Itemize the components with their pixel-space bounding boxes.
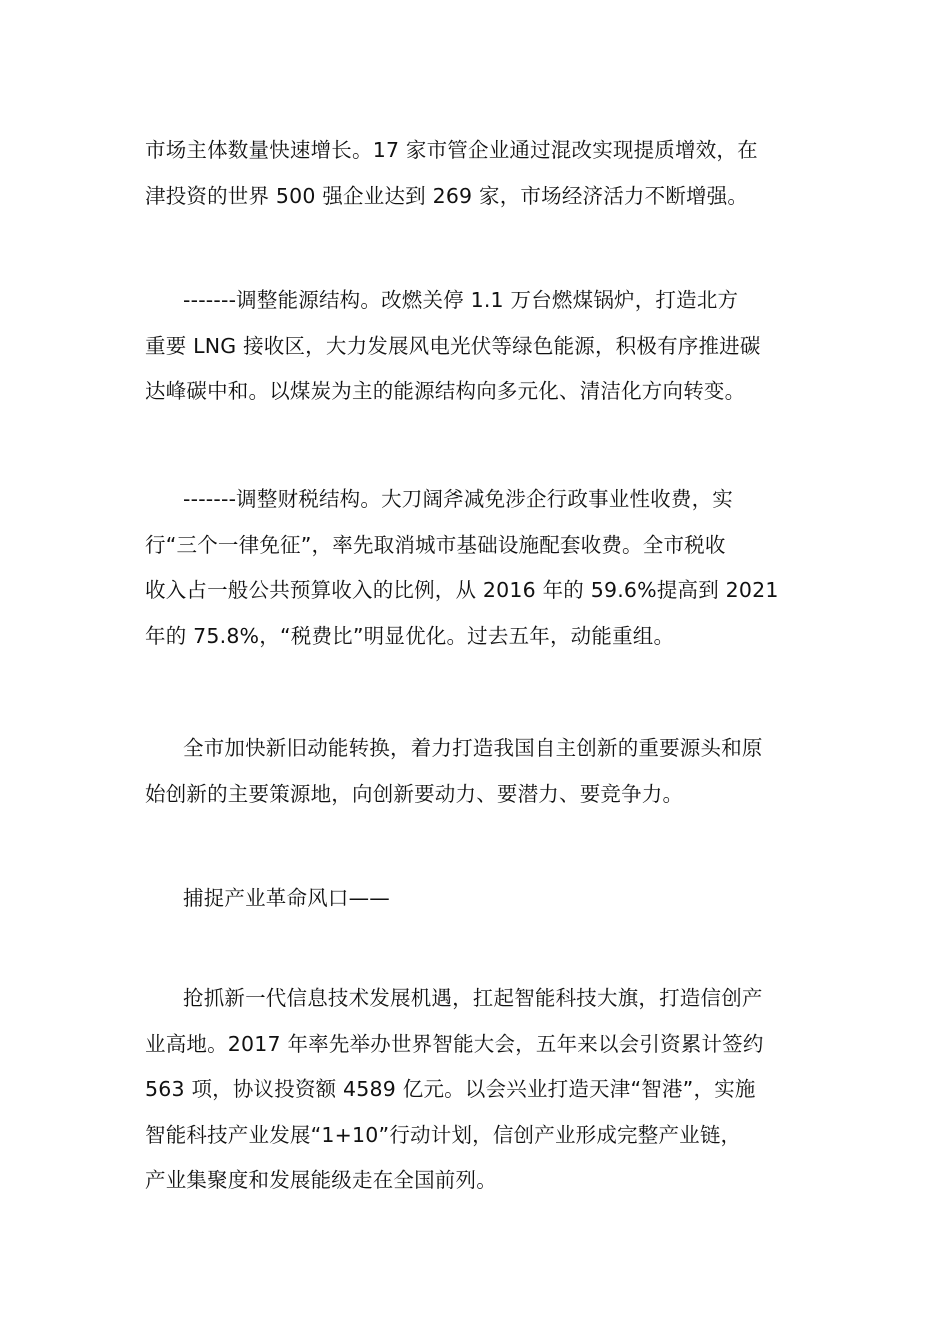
paragraph-line: 行“三个一律免征”，率先取消城市基础设施配套收费。全市税收 — [145, 532, 726, 557]
paragraph-line: 抢抓新一代信息技术发展机遇，扛起智能科技大旗，打造信创产 — [183, 986, 763, 1010]
paragraph-line: 收入占一般公共预算收入的比例，从 2016 年的 59.6%提高到 2021 — [145, 578, 779, 602]
paragraph-intelligent-technology — [145, 976, 805, 1204]
paragraph-line: 智能科技产业发展“1+10”行动计划，信创产业形成完整产业链， — [145, 1122, 742, 1147]
paragraph-energy-structure — [145, 278, 805, 415]
paragraph-line: 年的 75.8%，“税费比”明显优化。过去五年，动能重组。 — [145, 623, 675, 648]
paragraph-line: 达峰碳中和。以煤炭为主的能源结构向多元化、清洁化方向转变。 — [145, 379, 746, 403]
paragraph-line: 563 项，协议投资额 4589 亿元。以会兴业打造天津“智港”，实施 — [145, 1077, 756, 1101]
paragraph-line: 津投资的世界 500 强企业达到 269 家，市场经济活力不断增强。 — [145, 183, 749, 208]
paragraph-fiscal-structure — [145, 477, 805, 659]
paragraph-industrial-revolution-heading — [145, 876, 805, 922]
paragraph-line: 重要 LNG 接收区，大力发展风电光伏等绿色能源，积极有序推进碳 — [145, 333, 761, 358]
paragraph-market-entities — [145, 128, 805, 219]
paragraph-line: 全市加快新旧动能转换，着力打造我国自主创新的重要源头和原 — [183, 736, 763, 760]
paragraph-line: 产业集聚度和发展能级走在全国前列。 — [145, 1168, 497, 1192]
paragraph-new-drivers — [145, 726, 805, 817]
paragraph-line: 捕捉产业革命风口—— — [183, 886, 390, 910]
paragraph-line: -------调整能源结构。改燃关停 1.1 万台燃煤锅炉，打造北方 — [183, 288, 739, 312]
paragraph-line: 市场主体数量快速增长。17 家市管企业通过混改实现提质增效，在 — [145, 138, 758, 162]
paragraph-line: 业高地。2017 年率先举办世界智能大会，五年来以会引资累计签约 — [145, 1031, 764, 1056]
paragraph-line: -------调整财税结构。大刀阔斧减免涉企行政事业性收费，实 — [183, 487, 733, 511]
paragraph-line: 始创新的主要策源地，向创新要动力、要潜力、要竞争力。 — [145, 781, 684, 806]
